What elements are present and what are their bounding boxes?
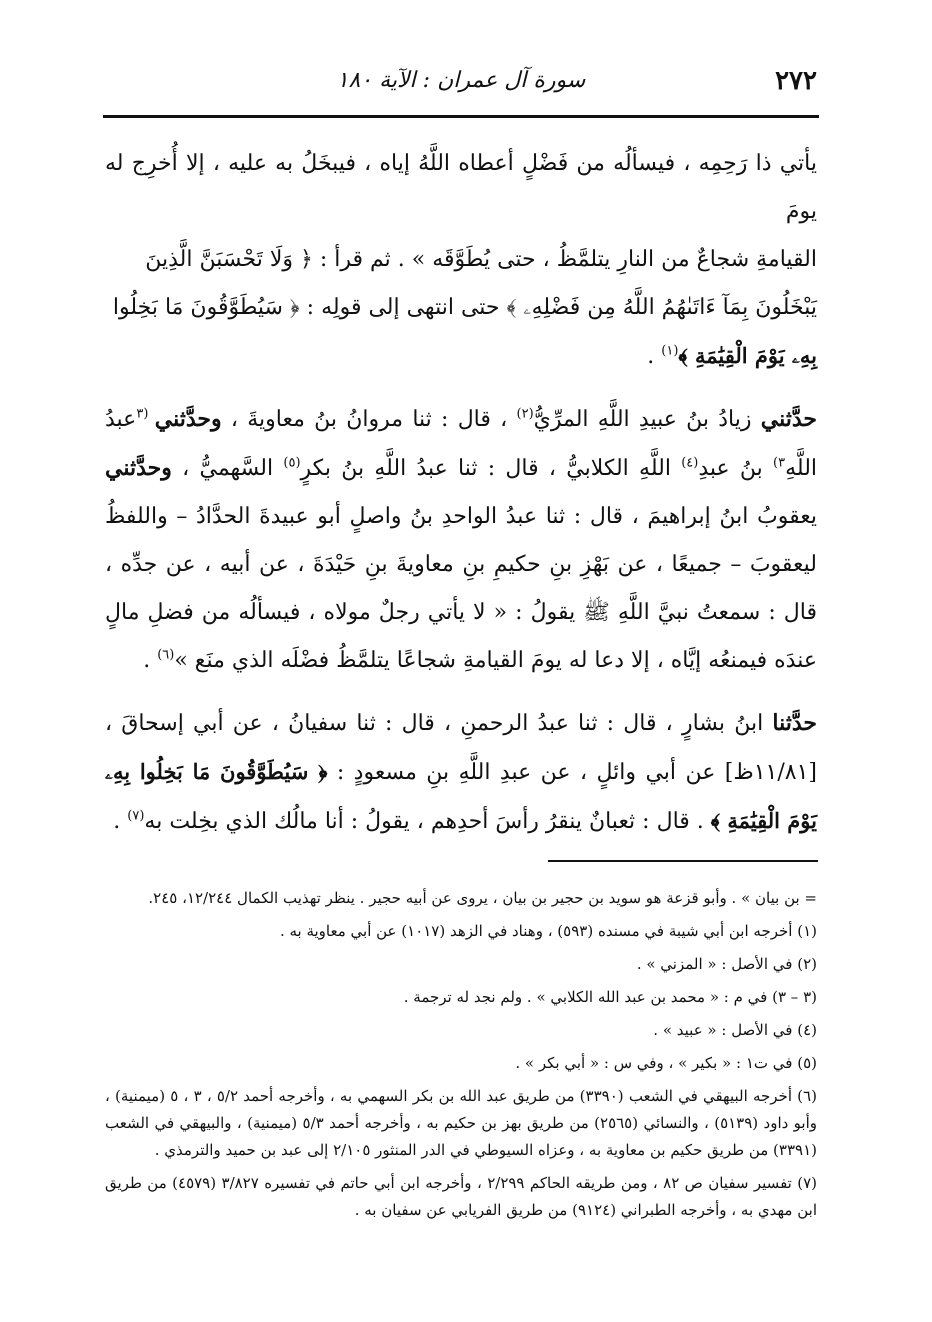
- text-span: اللَّهِ الكلابيُّ ، قال : ثنا عبدُ اللَّهِ بنُ بكرٍ: [300, 456, 682, 481]
- footnote-marker: (٥): [283, 455, 301, 471]
- footnote-text: (٤) في الأصل : « عبيد » .: [653, 1021, 817, 1039]
- header-rule: [103, 115, 819, 118]
- text-span: . قال : ثعبانٌ ينقرُ رأسَ أحدِهم ، يقولُ : أنا مالُك الذي بخِلت به: [144, 809, 711, 834]
- footnotes: [105, 885, 817, 1230]
- footnote-marker: (٦): [157, 647, 175, 663]
- footnote-marker: (٧): [127, 808, 145, 824]
- text-span: ابنُ بشارٍ ، قال : ثنا عبدُ الرحمنِ ، قال : ثنا سفيانُ ، عن أبي إسحاقَ ، [١١/٨١ظ] عن أبي وائلٍ ، عن عبدِ اللَّهِ بنِ مسعودٍ :: [105, 711, 817, 785]
- footnote-marker: (٢): [516, 406, 534, 422]
- text-span: ، قال : ثنا مروانُ بنُ معاويةَ ،: [221, 407, 517, 432]
- footnote-text: (٢) في الأصل : « المزني » .: [636, 955, 817, 973]
- quran-quote: بِهِۦ يَوْمَ الْقِيَٰمَةِ ﴾: [678, 343, 817, 368]
- text-span: .: [143, 648, 158, 673]
- text-span: .: [647, 344, 662, 369]
- footnote-text: (١) أخرجه ابن أبي شيبة في مسنده (٥٩٣) ، وهناد في الزهد (١٠١٧) عن أبي معاوية به .: [279, 922, 817, 940]
- paragraph-3: [105, 699, 817, 846]
- footnote-text: (٥) في ت١ : « بكير » ، وفي س : « أبي بكر » .: [515, 1054, 817, 1072]
- footnote-continuation: [105, 885, 817, 912]
- page-number: ٢٧٢: [775, 66, 817, 96]
- footnote-3: [105, 984, 817, 1011]
- text-span: يعقوبُ ابنُ إبراهيمَ ، قال : ثنا عبدُ الواحدِ بنُ واصلٍ أبو عبيدةَ الحدَّادُ – واللفظُ ليعقوبَ – جميعًا ، عن بَهْزِ بنِ حكيمِ بنِ معاويةَ بنِ حَيْدَةَ ، عن أبيه ، عن جدِّه ، قال : سمعتُ نبيَّ اللَّهِ ﷺ يقولُ : « لا يأتي رجلٌ مولاه ، فيسألُه من فضلِ مالٍ عندَه فيمنعُه إيَّاه ، إلا دعا له يومَ القيامةِ شجاعًا يتلمَّظُ فضْلَه الذي منَع »: [105, 504, 817, 673]
- footnote-marker: (٤): [681, 455, 699, 471]
- footnote-5: [105, 1050, 817, 1077]
- paragraph-text: [105, 395, 817, 685]
- footnote-4: [105, 1017, 817, 1044]
- text-span: بنُ عبدِ: [698, 456, 774, 481]
- footnote-1: [105, 918, 817, 945]
- paragraph-text: [105, 699, 817, 846]
- footnote-2: [105, 951, 817, 978]
- chain-keyword: حدَّثني: [760, 406, 817, 432]
- text-line: يَبْخَلُونَ بِمَآ ءَاتَىٰهُمُ اللَّهُ مِن فَضْلِهِۦ ﴾ حتى انتهى إلى قولِه : ﴿ سَيُطَوَّقُونَ مَا بَخِلُوا: [112, 295, 817, 320]
- chain-keyword: وحدَّثني: [105, 455, 172, 481]
- chain-keyword: وحدَّثني: [154, 406, 222, 432]
- page-header: [105, 60, 817, 108]
- running-title: سورة آل عمران : الآية ١٨٠: [336, 68, 586, 93]
- footnote-text: (٧) تفسير سفيان ص ٨٢ ، ومن طريقه الحاكم ٢/٢٩٩ ، وأخرجه ابن أبي حاتم في تفسيره ٣/٨٢٧ (٤٥٧٩) من طريق ابن مهدي به ، وأخرجه الطبراني (٩١٢٤) من طريق الفريابي عن سفيان به .: [105, 1174, 818, 1219]
- text-span: عبدُ اللَّهِ: [105, 407, 818, 481]
- footnote-marker: (١): [661, 343, 679, 359]
- text-span: زيادُ بنُ عبيدِ اللَّهِ المرِّيُّ: [533, 407, 761, 432]
- main-text: [105, 140, 817, 860]
- footnote-7: [105, 1170, 817, 1224]
- footnote-marker: ٣): [773, 455, 786, 471]
- footnote-text: (٣ – ٣) في م : « محمد بن عبد الله الكلابي » . ولم نجد له ترجمة .: [403, 988, 817, 1006]
- text-line: يأتي ذا رَحِمِه ، فيسألُه من فَضْلٍ أعطاه اللَّهُ إياه ، فيبخَلُ به عليه ، إلا أُخرِج له يومَ: [105, 151, 817, 224]
- footnote-rule: [548, 860, 818, 862]
- footnote-marker: (٣: [136, 406, 155, 422]
- footnote-6: [105, 1083, 817, 1164]
- footnote-text: (٦) أخرجه البيهقي في الشعب (٣٣٩٠) من طريق عبد الله بن بكر السهمي به ، وأخرجه أحمد ٥/٢ ، ٣ ، ٥ (ميمنية) ، وأبو داود (٥١٣٩) ، والنسائي (٢٥٦٥) من طريق بهز بن حكيم به ، وأخرجه أحمد ٥/٣ (ميمنية) ، والبيهقي في الشعب (٣٣٩١) من طريق حكيم بن معاوية به ، وعزاه السيوطي في الدر المنثور ٢/١٠٥ إلى عبد بن حميد والترمذي .: [105, 1087, 818, 1159]
- quran-quote: ﴿ سَيُطَوَّقُونَ مَا بَخِلُوا بِهِۦ يَوْمَ الْقِيَٰمَةِ ﴾: [105, 759, 817, 833]
- text-span: .: [113, 809, 128, 834]
- text-span: السَّهميُّ ،: [171, 456, 284, 481]
- footnote-text: = بن بيان » . وأبو قزعة هو سويد بن حجير بن بيان ، يروى عن أبيه حجير . ينظر تهذيب الكمال ١٢/٢٤٤، ٢٤٥.: [148, 889, 817, 907]
- text-line: [105, 332, 817, 381]
- paragraph-2: [105, 395, 817, 685]
- paragraph-1: [105, 140, 817, 381]
- text-line: القيامةِ شجاعٌ من النارِ يتلمَّظُ ، حتى يُطَوَّقَه » . ثم قرأ : ﴿ وَلَا تَحْسَبَنَّ الَّذِينَ: [145, 247, 817, 272]
- chain-keyword: حدَّثنا: [772, 710, 817, 736]
